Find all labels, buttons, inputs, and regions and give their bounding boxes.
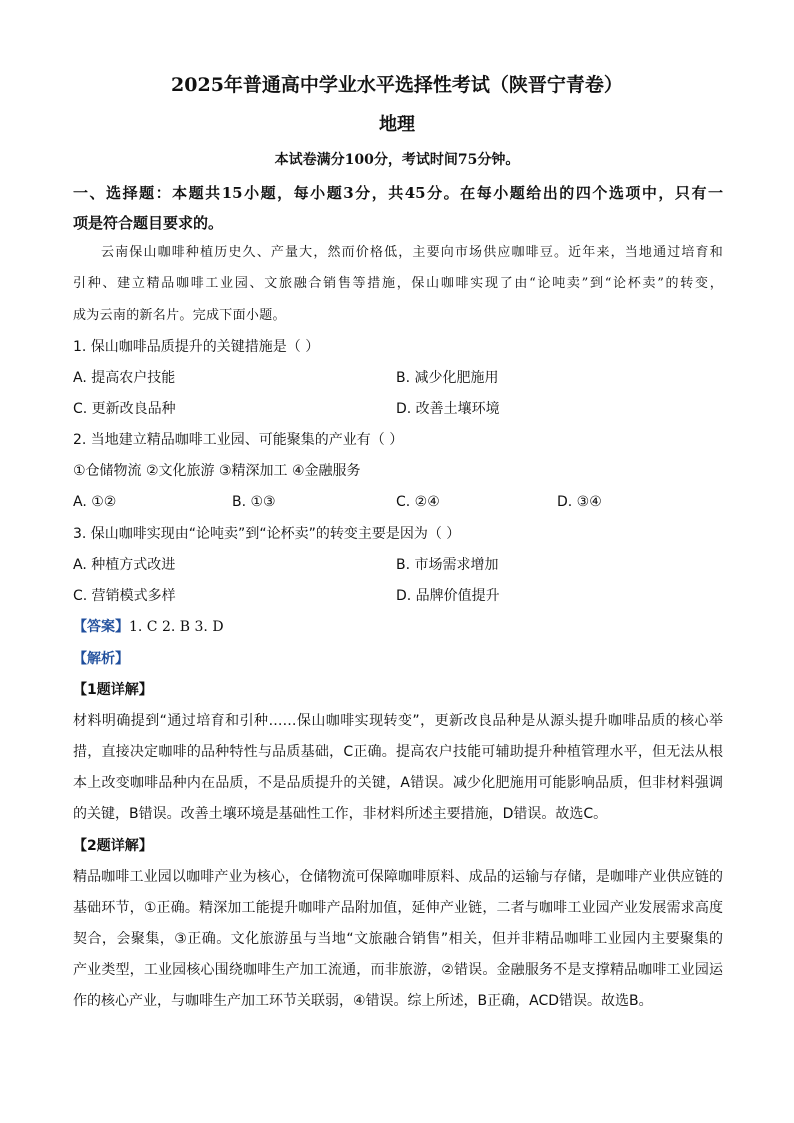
question-3-option-d: D. 品牌价值提升 bbox=[396, 588, 500, 604]
question-1-option-a: A. 提高农户技能 bbox=[73, 370, 176, 386]
detail-2-line-2: 基础环节，①正确。精深加工能提升咖啡产品附加值，延伸产业链，二者与咖啡工业园产业发展需求高度 bbox=[73, 900, 723, 916]
question-3-stem: 3. 保山咖啡实现由“论吨卖”到“论杯卖”的转变主要是因为（ ） bbox=[73, 526, 461, 542]
section-heading-line1: 一、选择题：本题共15小题，每小题3分，共45分。在每小题给出的四个选项中，只有一 bbox=[73, 184, 723, 202]
exam-title: 2025年普通高中学业水平选择性考试（陕晋宁青卷） bbox=[171, 74, 623, 96]
detail-2-line-4: 产业类型，工业园核心围绕咖啡生产加工流通，而非旅游，②错误。金融服务不是支撑精品咖啡工业园运 bbox=[73, 962, 723, 978]
detail-1-line-2: 措，直接决定咖啡的品种特性与品质基础，C正确。提高农户技能可辅助提升种植管理水平，但无法从根 bbox=[73, 744, 723, 760]
question-2-items: ①仓储物流 ②文化旅游 ③精深加工 ④金融服务 bbox=[73, 463, 361, 479]
question-2-option-b: B. ①③ bbox=[232, 494, 276, 510]
question-1-stem: 1. 保山咖啡品质提升的关键措施是（ ） bbox=[73, 339, 320, 355]
passage-line-2: 引种、建立精品咖啡工业园、文旅融合销售等措施，保山咖啡实现了由“论吨卖”到“论杯卖”的转变， bbox=[73, 276, 723, 291]
passage-line-1: 云南保山咖啡种植历史久、产量大，然而价格低，主要向市场供应咖啡豆。近年来，当地通过培育和 bbox=[101, 245, 723, 260]
question-1-option-d: D. 改善土壤环境 bbox=[396, 401, 500, 417]
detail-1-line-3: 本上改变咖啡品种内在品质，不是品质提升的关键，A错误。减少化肥施用可能影响品质，但非材料强调 bbox=[73, 775, 723, 791]
passage-line-3: 成为云南的新名片。完成下面小题。 bbox=[73, 308, 286, 323]
detail-1-line-1: 材料明确提到“通过培育和引种……保山咖啡实现转变”，更新改良品种是从源头提升咖啡品质的核心举 bbox=[73, 713, 723, 729]
question-1-option-b: B. 减少化肥施用 bbox=[396, 370, 499, 386]
detail-1-line-4: 的关键，B错误。改善土壤环境是基础性工作，非材料所述主要措施，D错误。故选C。 bbox=[73, 806, 608, 822]
question-3-option-a: A. 种植方式改进 bbox=[73, 557, 176, 573]
answer-label: 【答案】 bbox=[73, 619, 129, 635]
section-heading-line2: 项是符合题目要求的。 bbox=[73, 214, 224, 232]
exam-note: 本试卷满分100分，考试时间75分钟。 bbox=[274, 152, 520, 168]
question-2-option-d: D. ③④ bbox=[557, 494, 602, 510]
subject-title: 地理 bbox=[379, 114, 415, 135]
analysis-label: 【解析】 bbox=[73, 651, 129, 667]
detail-2-heading: 【2题详解】 bbox=[73, 838, 153, 854]
answer-values: 1. C 2. B 3. D bbox=[129, 619, 224, 635]
detail-2-line-3: 契合，会聚集，③正确。文化旅游虽与当地“文旅融合销售”相关，但并非精品咖啡工业园内主要聚集的 bbox=[73, 931, 723, 947]
question-2-stem: 2. 当地建立精品咖啡工业园、可能聚集的产业有（ ） bbox=[73, 432, 404, 448]
detail-1-heading: 【1题详解】 bbox=[73, 682, 153, 698]
answer-row bbox=[73, 617, 224, 637]
question-3-option-c: C. 营销模式多样 bbox=[73, 588, 176, 604]
question-1-option-c: C. 更新改良品种 bbox=[73, 401, 176, 417]
detail-2-line-1: 精品咖啡工业园以咖啡产业为核心，仓储物流可保障咖啡原料、成品的运输与存储，是咖啡产业供应链的 bbox=[73, 869, 723, 885]
question-3-option-b: B. 市场需求增加 bbox=[396, 557, 499, 573]
question-2-option-a: A. ①② bbox=[73, 494, 117, 510]
question-2-option-c: C. ②④ bbox=[396, 494, 440, 510]
detail-2-line-5: 作的核心产业，与咖啡生产加工环节关联弱，④错误。综上所述，B正确，ACD错误。故选B。 bbox=[73, 993, 653, 1009]
